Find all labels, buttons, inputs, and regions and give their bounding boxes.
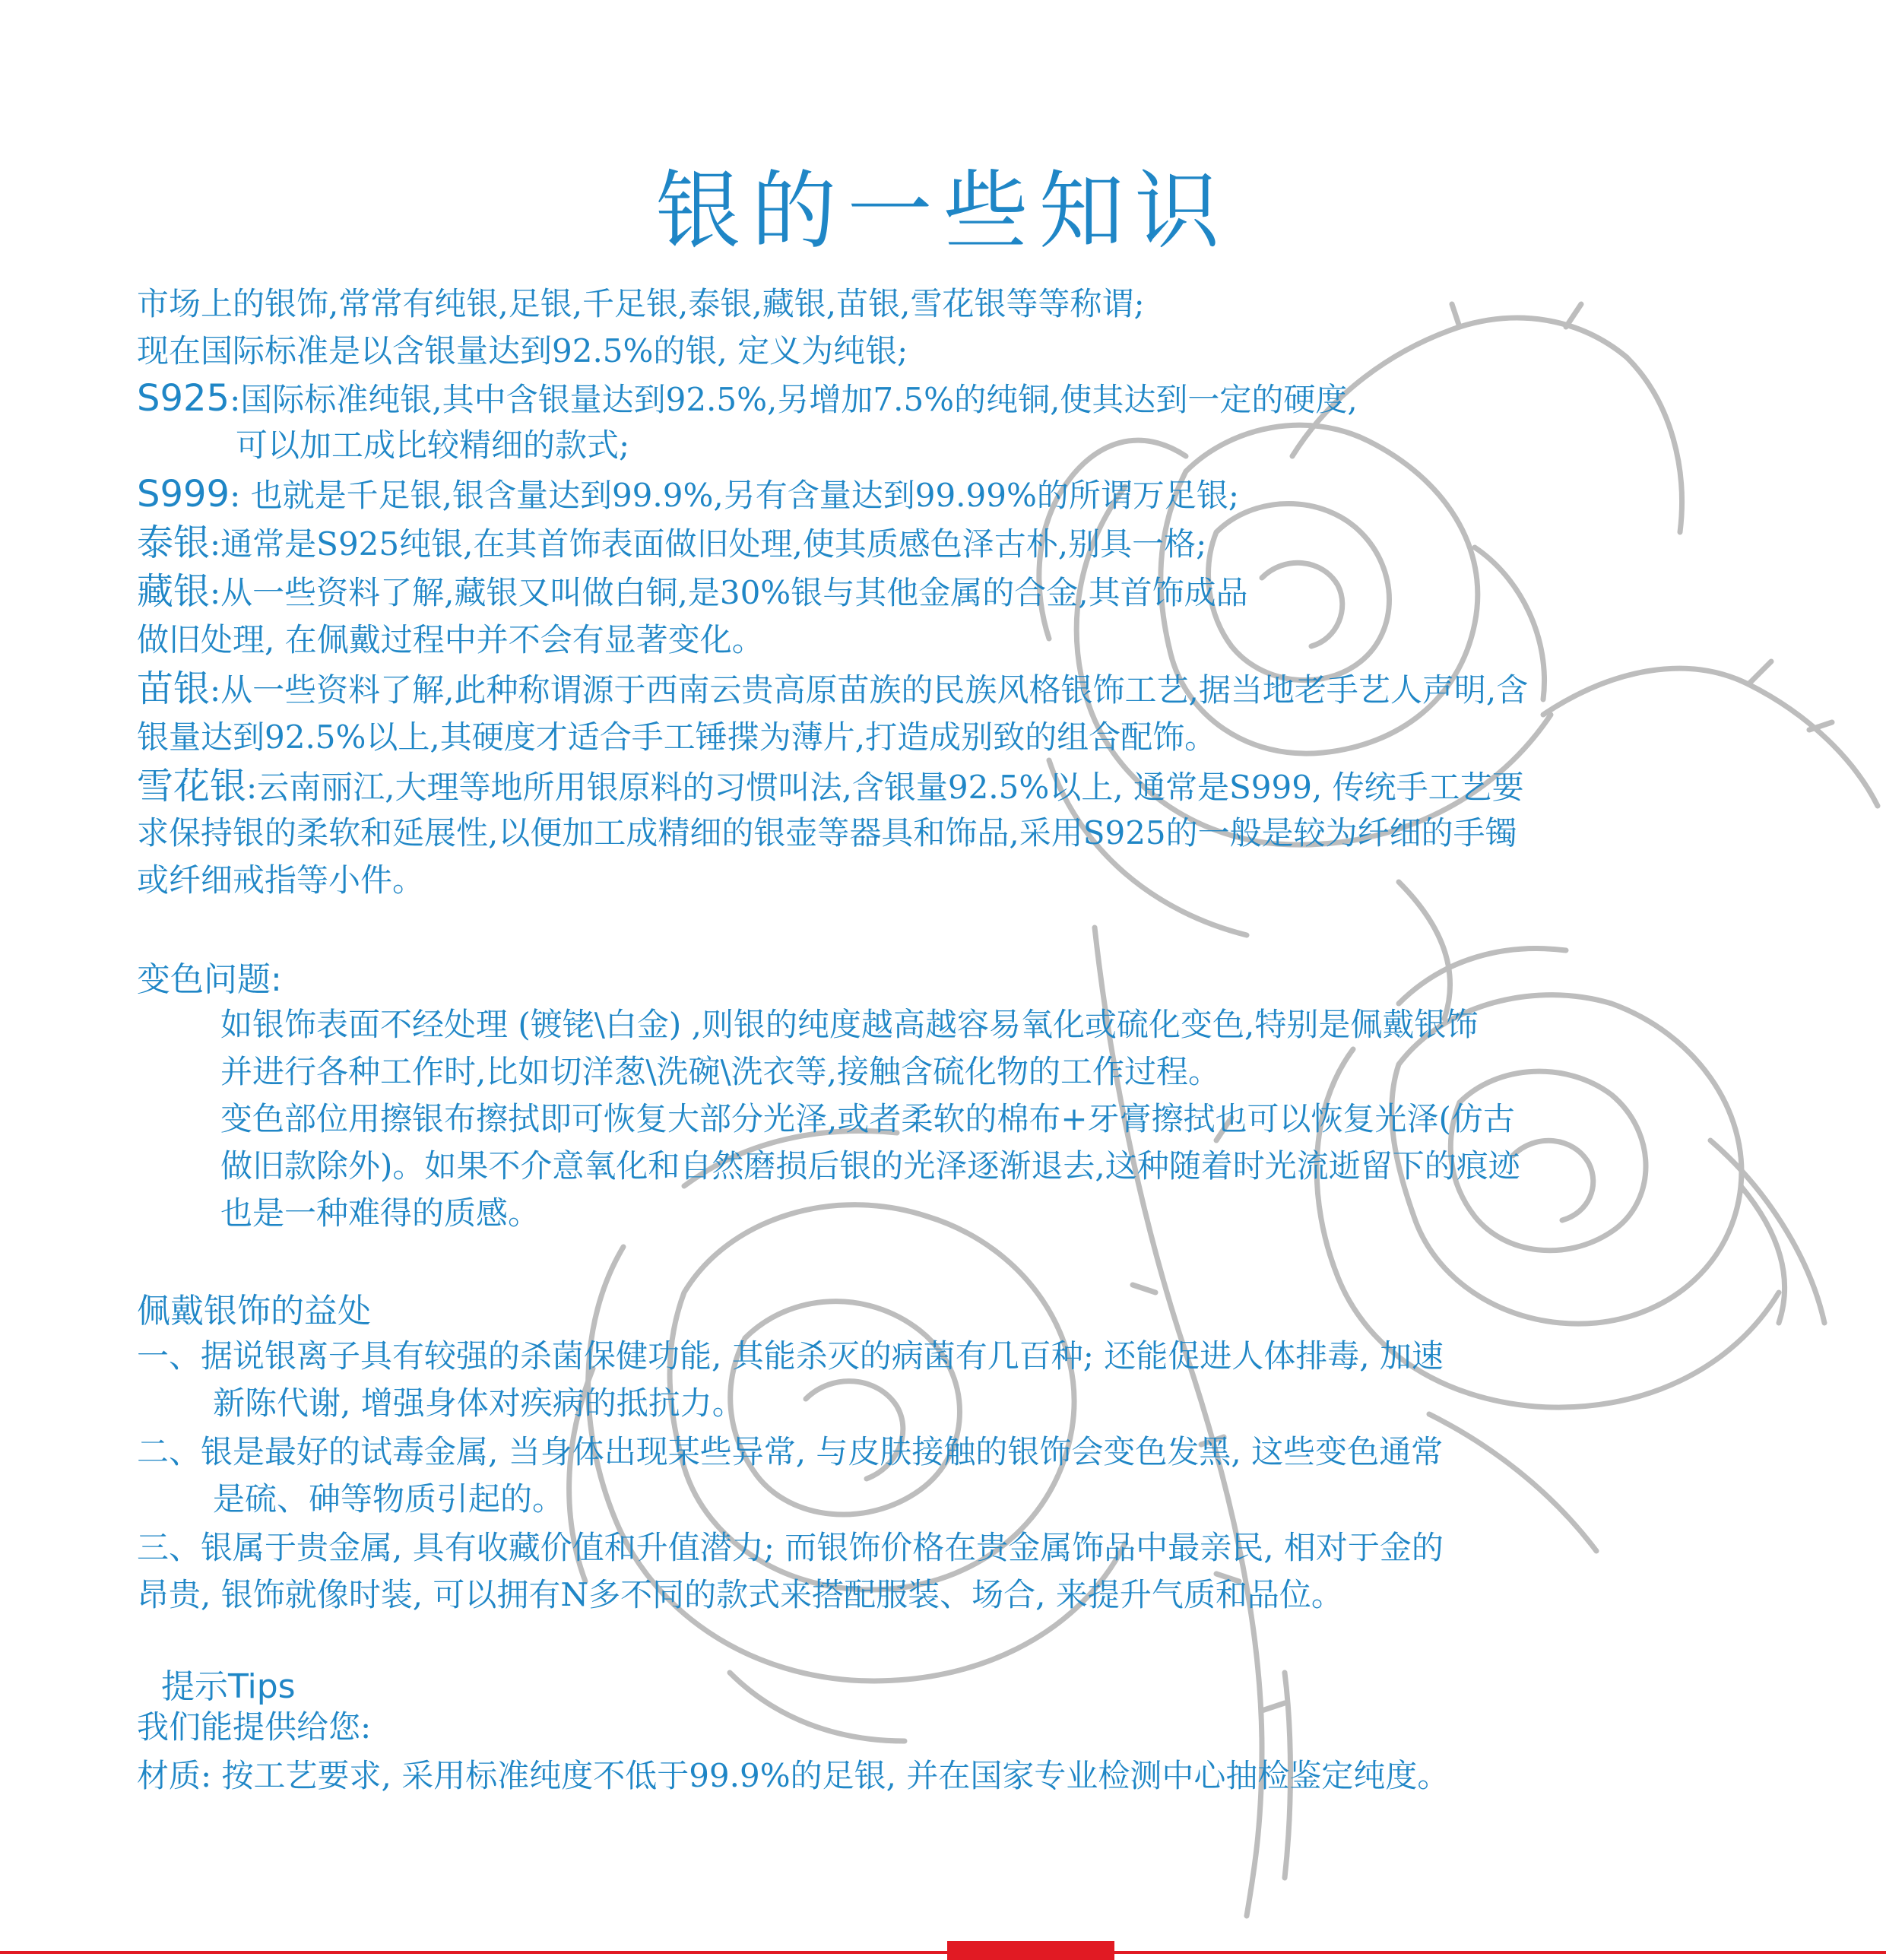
tarnish-line-1: 如银饰表面不经处理 (镀铑\白金) ,则银的纯度越高越容易氧化或硫化变色,特别是佩戴银饰 (220, 1006, 1479, 1043)
s925-text-1: :国际标准纯银,其中含银量达到92.5%,另增加7.5%的纯铜,使其达到一定的硬度, (230, 381, 1358, 418)
s999-label: S999 (137, 473, 230, 515)
s925-line-2: 可以加工成比较精细的款式; (236, 427, 630, 464)
s999-line (137, 471, 1239, 519)
snow-silver-line-3: 或纤细戒指等小件。 (137, 861, 425, 899)
snow-silver-line-1 (137, 763, 1524, 810)
snow-silver-text-1: :云南丽江,大理等地所用银原料的习惯叫法,含银量92.5%以上, 通常是S999, 传统手工艺要 (246, 769, 1524, 806)
miao-silver-label: 苗银 (137, 668, 211, 710)
thai-silver-label: 泰银 (137, 522, 211, 564)
benefits-heading: 佩戴银饰的益处 (137, 1292, 371, 1330)
tarnish-line-5: 也是一种难得的质感。 (220, 1194, 540, 1232)
intro-line-1: 市场上的银饰,常常有纯银,足银,千足银,泰银,藏银,苗银,雪花银等等称谓; (137, 285, 1145, 322)
tibet-silver-text-1: :从一些资料了解,藏银又叫做白铜,是30%银与其他金属的合金,其首饰成品 (210, 574, 1248, 611)
tibet-silver-label: 藏银 (137, 570, 211, 613)
benefit-1-line-1: 一、据说银离子具有较强的杀菌保健功能, 其能杀灭的病菌有几百种; 还能促进人体排毒, 加速 (137, 1337, 1444, 1375)
tibet-silver-line-1 (137, 569, 1248, 616)
tarnish-line-4: 做旧款除外)。如果不介意氧化和自然磨损后银的光泽逐渐退去,这种随着时光流逝留下的痕迹 (220, 1147, 1520, 1185)
tarnish-line-2: 并进行各种工作时,比如切洋葱\洗碗\洗衣等,接触含硫化物的工作过程。 (220, 1053, 1221, 1090)
tips-line-2: 材质: 按工艺要求, 采用标准纯度不低于99.9%的足银, 并在国家专业检测中心抽检鉴定纯度。 (137, 1757, 1450, 1794)
benefit-3-line-2: 昂贵, 银饰就像时装, 可以拥有N多不同的款式来搭配服装、场合, 来提升气质和品位。 (137, 1576, 1343, 1613)
intro-line-2: 现在国际标准是以含银量达到92.5%的银, 定义为纯银; (137, 332, 908, 369)
tarnish-heading: 变色问题: (137, 960, 282, 999)
s999-text: : 也就是千足银,银含量达到99.9%,另有含量达到99.99%的所谓万足银; (230, 477, 1240, 514)
benefit-2-line-1: 二、银是最好的试毒金属, 当身体出现某些异常, 与皮肤接触的银饰会变色发黑, 这些变色通常 (137, 1433, 1444, 1470)
benefit-2-line-2: 是硫、砷等物质引起的。 (213, 1480, 565, 1518)
s925-line-1 (137, 376, 1358, 423)
miao-silver-line-1 (137, 666, 1528, 713)
snow-silver-line-2: 求保持银的柔软和延展性,以便加工成精细的银壶等器具和饰品,采用S925的一般是较为纤细的手镯 (137, 814, 1517, 852)
s925-label: S925 (137, 377, 230, 420)
page-title: 银的一些知识 (655, 162, 1231, 261)
benefit-1-line-2: 新陈代谢, 增强身体对疾病的抵抗力。 (213, 1384, 744, 1422)
tips-line-1: 我们能提供给您: (137, 1708, 372, 1746)
snow-silver-label: 雪花银 (137, 765, 247, 807)
tips-heading: 提示Tips (161, 1667, 296, 1706)
tarnish-line-3: 变色部位用擦银布擦拭即可恢复大部分光泽,或者柔软的棉布+牙膏擦拭也可以恢复光泽(仿古 (220, 1100, 1515, 1137)
miao-silver-line-2: 银量达到92.5%以上,其硬度才适合手工锤揲为薄片,打造成别致的组合配饰。 (137, 718, 1217, 756)
tibet-silver-line-2: 做旧处理, 在佩戴过程中并不会有显著变化。 (137, 621, 764, 658)
thai-silver-line (137, 520, 1206, 567)
benefit-3-line-1: 三、银属于贵金属, 具有收藏价值和升值潜力; 而银饰价格在贵金属饰品中最亲民, 相对于金的 (137, 1529, 1444, 1566)
thai-silver-text: :通常是S925纯银,在其首饰表面做旧处理,使其质感色泽古朴,别具一格; (210, 525, 1207, 563)
miao-silver-text-1: :从一些资料了解,此种称谓源于西南云贵高原苗族的民族风格银饰工艺,据当地老手艺人声明,含 (210, 671, 1529, 709)
